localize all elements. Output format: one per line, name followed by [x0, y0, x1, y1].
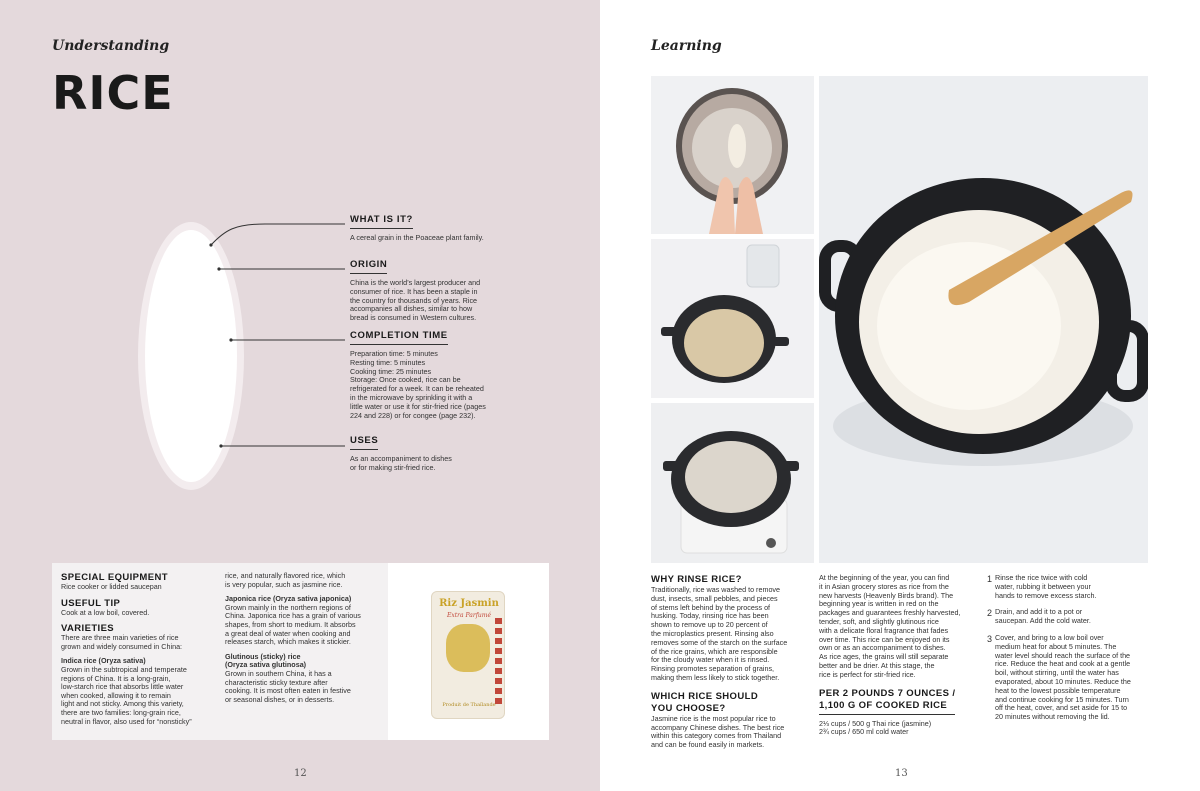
section-eyebrow: Understanding [52, 38, 170, 54]
info-heading: WHAT IS IT? [350, 214, 413, 229]
details-column-2 [225, 572, 383, 704]
tip-text: Cook at a low boil, covered. [61, 607, 150, 617]
info-what-is-it [350, 209, 520, 243]
info-text: As an accompaniment to dishes or for making stir-fried rice. [350, 454, 452, 472]
info-text: China is the world’s largest producer and consumer of rice. It has been a staple in the country for thousands of years. Rice accompanies all dishes, similar to how bread is consumed in Western cultures. [350, 278, 481, 323]
glutinous-latin: (Oryza sativa glutinosa) [225, 660, 307, 670]
harvest-text: At the beginning of the year, you can find it in Asian grocery stores as rice from the new harvests (Heavenly Birds brand). The beginning year is written in red on the packages and guarantees freshly harvested, tender, soft, and slightly glutinous rice with a delicate floral fragrance that fades over time. This rice can be enjoyed on its own or as an accompaniment to dishes. As rice ages, the grains will still separate better and be drier. At this stage, the rice is perfect for stir-fried rice. [819, 573, 961, 679]
photo-rinsing-rice [651, 76, 814, 234]
yield-heading: PER 2 POUNDS 7 OUNCES / 1,100 G OF COOKED RICE [819, 688, 955, 715]
photo-rice-in-pot [651, 239, 814, 398]
bag-footer: Produit de Thaïlande [442, 702, 496, 708]
step-text: Rinse the rice twice with cold water, rubbing it between your hands to remove excess starch. [995, 573, 1097, 600]
equipment-text: Rice cooker or lidded saucepan [61, 582, 162, 591]
steps-column [987, 574, 1152, 722]
step-1 [987, 574, 1152, 600]
details-column-1 [61, 572, 216, 726]
info-text: Preparation time: 5 minutes Resting time: 5 minutes Cooking time: 25 minutes Storage: Once cooked, rice can be refrigerated for a week. It can be reheated in the microwave by sprinkling it with a little water or use it for stir-fried rice (pages 224 and 228) or for congee (page 232). [350, 349, 486, 420]
equipment-heading: SPECIAL EQUIPMENT [61, 572, 168, 583]
info-heading: ORIGIN [350, 259, 387, 274]
step-number: 1 [987, 574, 993, 584]
which-rice-text: Jasmine rice is the most popular rice to accompany Chinese dishes. The best rice within this category comes from Thailand and can be found easily in markets. [651, 713, 785, 750]
info-origin [350, 254, 520, 323]
harvest-column [819, 574, 983, 737]
page-number-left: 12 [294, 768, 307, 779]
info-heading: COMPLETION TIME [350, 330, 448, 345]
page-number-right: 13 [895, 768, 908, 779]
rice-bag-photo [388, 563, 549, 740]
step-number: 3 [987, 633, 993, 644]
info-text: A cereal grain in the Poaceae plant family. [350, 233, 484, 242]
tip-heading: USEFUL TIP [61, 597, 121, 609]
varieties-text: There are three main varieties of rice grown and widely consumed in China: [61, 633, 183, 651]
step-number: 2 [987, 608, 993, 619]
step-text: Cover, and bring to a low boil over medium heat for about 5 minutes. The water level should reach the surface of the rice. Reduce the heat and cook at a gentle boil, without stirring, until the water has evaporated, about 10 minutes. Reduce the heat to the lowest possible temperature and continue cooking for 15 minutes. Turn off the heat, cover, and set aside for 15 to 20 minutes without removing the lid. [995, 632, 1131, 722]
bag-side-strip [495, 618, 502, 708]
varieties-heading: VARIETIES [61, 623, 115, 635]
step-text: Drain, and add it to a pot or saucepan. Add the cold water. [995, 607, 1091, 626]
info-completion-time [350, 325, 520, 420]
callout-lines [205, 218, 355, 458]
photo-cooked-rice-pot [819, 76, 1148, 563]
indica-text: Grown in the subtropical and temperate regions of China. It is a long-grain, low-starch rice that absorbs little water when cooked, allowing it to remain light and not sticky. Among this variety, there are two families: long-grain rice, neutral in flavor, also used for “nonsticky” [61, 664, 192, 726]
photo-boiling-rice [651, 403, 814, 563]
glutinous-title: Glutinous (sticky) rice [225, 651, 301, 661]
bag-subtitle: Extra Parfumé [446, 612, 492, 619]
why-rinse-heading: WHY RINSE RICE? [651, 574, 742, 585]
indica-title: Indica rice (Oryza sativa) [61, 656, 146, 666]
details-box [52, 563, 549, 740]
bag-title: Riz Jasmin [439, 598, 499, 609]
rice-bag-image [431, 591, 505, 719]
info-uses [350, 430, 520, 473]
why-rinse-text: Traditionally, rice was washed to remove dust, insects, small pebbles, and pieces of stems left behind by the process of husking. Today, rinsing rice has been shown to remove up to 20 percent of the microplastics present. Rinsing also removes some of the starch on the surface of the rice grains, which are responsible for the cloudy water when it is rinsed. Rinsing promotes separation of grains, making them less likely to stick together. [651, 585, 788, 682]
info-heading: USES [350, 435, 378, 450]
indica-continued: rice, and naturally flavored rice, which is very popular, such as jasmine rice. [225, 571, 346, 589]
bag-artwork [446, 624, 490, 672]
japonica-text: Grown mainly in the northern regions of China. Japonica rice has a grain of various shapes, from short to medium. It absorbs a great deal of water when cooking and releases starch, which makes it stickier. [225, 602, 361, 647]
step-3 [987, 634, 1152, 722]
which-rice-heading: WHICH RICE SHOULD YOU CHOOSE? [651, 690, 759, 714]
glutinous-text: Grown in southern China, it has a characteristic sticky texture after cooking. It is most often eaten in festive or seasonal dishes, or in desserts. [225, 668, 351, 704]
ingredients-list: 2⅓ cups / 500 g Thai rice (jasmine) 2¾ cups / 650 ml cold water [819, 718, 932, 737]
section-eyebrow-right: Learning [651, 38, 722, 54]
japonica-title: Japonica rice (Oryza sativa japonica) [225, 594, 352, 604]
page-title: RICE [52, 66, 174, 120]
step-2 [987, 608, 1152, 626]
why-rinse-column [651, 574, 811, 750]
